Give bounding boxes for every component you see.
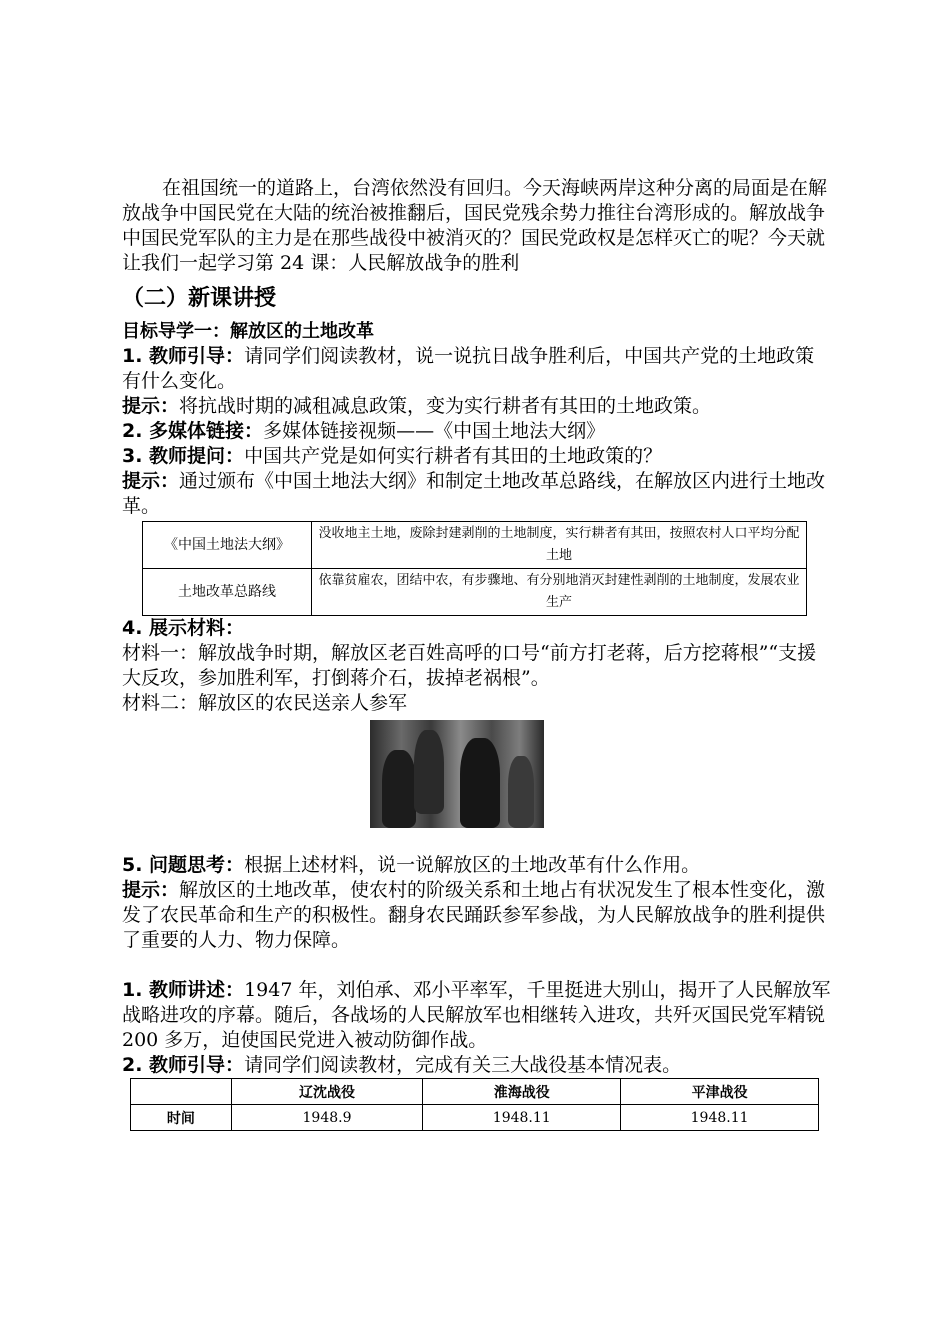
table-row-header: 时间	[131, 1105, 232, 1131]
table-row	[143, 569, 807, 616]
table-header-cell: 平津战役	[621, 1079, 819, 1105]
hint-2	[122, 469, 832, 519]
intro-paragraph: 在祖国统一的道路上，台湾依然没有回归。今天海峡两岸这种分离的局面是在解放战争中国民党在大陆的统治被推翻后，国民党残余势力推往台湾形成的。解放战争中国民党军队的主力是在那些战役中被消灭的？国民党政权是怎样灭亡的呢？今天就让我们一起学习第 24 课：人民解放战争的胜利	[122, 177, 828, 274]
farmers-send-relatives-photo	[370, 720, 544, 828]
item-text: 中国共产党是如何实行耕者有其田的土地政策的？	[244, 445, 663, 467]
item-text: 请同学们阅读教材，完成有关三大战役基本情况表。	[244, 1054, 682, 1076]
item-text: 根据上述材料，说一说解放区的土地改革有什么作用。	[244, 854, 701, 876]
item-text: 多媒体链接视频——《中国土地法大纲》	[263, 420, 606, 442]
item-label: 5. 问题思考：	[122, 854, 245, 876]
hint-text: 将抗战时期的减租减息政策，变为实行耕者有其田的土地政策。	[179, 395, 712, 417]
land-reform-table	[142, 521, 807, 616]
item-label: 4. 展示材料：	[122, 617, 245, 639]
material-one: 材料一：解放战争时期，解放区老百姓高呼的口号“前方打老蒋，后方挖蒋根”“支援大反攻，参加胜利军，打倒蒋介石，拔掉老祸根”。	[122, 642, 817, 689]
table-header-cell	[131, 1079, 232, 1105]
item-label: 1. 教师引导：	[122, 345, 245, 367]
question-thinking	[122, 853, 832, 878]
hint-3	[122, 878, 832, 953]
item-text: 请同学们阅读教材，说一说抗日战争胜利后，中国共产党的土地政策有什么变化。	[122, 345, 815, 392]
materials-label	[122, 616, 832, 641]
hint-text: 通过颁布《中国土地法大纲》和制定土地改革总路线，在解放区内进行土地改革。	[122, 470, 826, 517]
goal-title: 目标导学一：解放区的土地改革	[122, 321, 374, 342]
hint-label: 提示：	[122, 395, 180, 417]
table-row	[131, 1105, 819, 1131]
teacher-narration	[122, 978, 832, 1053]
hint-text: 解放区的土地改革，使农村的阶级关系和土地占有状况发生了根本性变化，激发了农民革命和生产的积极性。翻身农民踊跃参军参战，为人民解放战争的胜利提供了重要的人力、物力保障。	[122, 879, 826, 951]
teacher-question	[122, 444, 832, 469]
table-header-cell: 淮海战役	[423, 1079, 621, 1105]
section-title: （二）新课讲授	[122, 286, 277, 311]
item-label: 2. 多媒体链接：	[122, 420, 264, 442]
multimedia-link	[122, 419, 832, 444]
hint-label: 提示：	[122, 879, 180, 901]
document-page	[122, 176, 832, 1131]
table-value-cell: 没收地主土地，废除封建剥削的土地制度，实行耕者有其田，按照农村人口平均分配土地	[312, 522, 807, 569]
item-text: 1947 年，刘伯承、邓小平率军，千里挺进大别山，揭开了人民解放军战略进攻的序幕。随后，各战场的人民解放军也相继转入进攻，共歼灭国民党军精锐 200 多万，迫使国民党进入被动防御作战。	[122, 979, 831, 1051]
material-two: 材料二：解放区的农民送亲人参军	[122, 692, 408, 714]
table-cell: 1948.9	[231, 1105, 423, 1131]
item-label: 3. 教师提问：	[122, 445, 245, 467]
table-key-cell: 《中国土地法大纲》	[143, 522, 312, 569]
hint-label: 提示：	[122, 470, 180, 492]
three-battles-table	[130, 1078, 819, 1131]
teacher-guide-1	[122, 344, 832, 394]
hint-1	[122, 394, 832, 419]
item-label: 1. 教师讲述：	[122, 979, 245, 1001]
table-header-cell: 辽沈战役	[231, 1079, 423, 1105]
table-header-row	[131, 1079, 819, 1105]
table-cell: 1948.11	[423, 1105, 621, 1131]
table-cell: 1948.11	[621, 1105, 819, 1131]
table-row	[143, 522, 807, 569]
teacher-guide-2	[122, 1053, 832, 1078]
table-key-cell: 土地改革总路线	[143, 569, 312, 616]
table-value-cell: 依靠贫雇农，团结中农，有步骤地、有分别地消灭封建性剥削的土地制度，发展农业生产	[312, 569, 807, 616]
item-label: 2. 教师引导：	[122, 1054, 245, 1076]
